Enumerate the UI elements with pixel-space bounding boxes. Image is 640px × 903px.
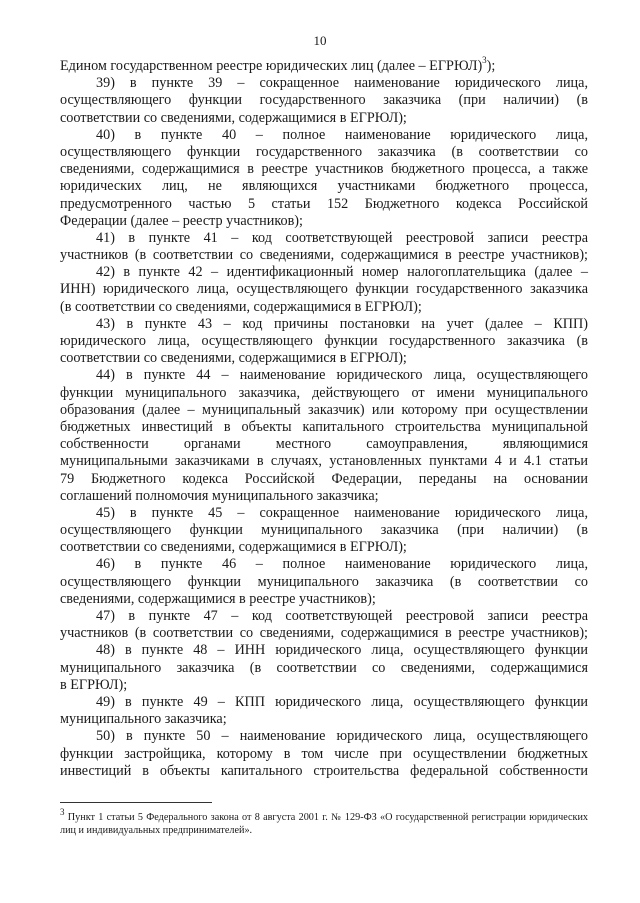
text-line-content: 39) в пункте 39 – сокращенное наименование юридического лица, (96, 75, 588, 92)
text-line (60, 419, 588, 436)
text-line-content: 42) в пункте 42 – идентификационный номер налогоплательщика (далее – (96, 264, 588, 281)
text-line (60, 556, 588, 573)
text-line-content: в ЕГРЮЛ); (60, 676, 128, 693)
text-line-content: 46) в пункте 46 – полное наименование юридического лица, (96, 556, 588, 573)
text-line-content: осуществляющего функции государственного заказчика (при наличии) (в (60, 92, 588, 109)
text-line-content: участников (в соответствии со сведениями, содержащимися в реестре участников); (60, 247, 588, 264)
text-line-content: образования (далее – муниципальный заказчик) или которому при осуществлении (60, 401, 588, 418)
text-line (60, 402, 588, 419)
text-line (60, 333, 588, 350)
text-line-content: 79 Бюджетного кодекса Российской Федерации, переданы на основании (60, 470, 588, 487)
text-line-content: осуществляющего функции муниципального заказчика (в соответствии со (60, 573, 588, 590)
text-line-content: собственности органами местного самоуправления, являющимися (60, 436, 588, 453)
text-line-content: 45) в пункте 45 – сокращенное наименование юридического лица, (96, 504, 588, 521)
text-line (60, 436, 588, 453)
text-line-content: сведениями, содержащимися в реестре участников бюджетного процесса, а также (60, 161, 588, 178)
text-line-content: ИНН) юридического лица, осуществляющего функции государственного заказчика (60, 281, 588, 298)
text-line (60, 539, 588, 556)
footnote-reference: 3 (482, 55, 487, 66)
text-line-content: муниципального заказчика (в соответствии со сведениями, содержащимися (60, 659, 588, 676)
text-line (60, 55, 588, 75)
text-line-content: осуществляющего функции государственного заказчика (в соответствии со (60, 143, 588, 160)
text-line-content: соглашений полномочия муниципального заказчика; (60, 487, 379, 504)
text-line (60, 178, 588, 195)
text-line (60, 230, 588, 247)
text-line-content: 49) в пункте 49 – КПП юридического лица, осуществляющего функции (96, 693, 588, 710)
footnote-line (60, 825, 588, 838)
text-line-content: соответствии со сведениями, содержащимися в ЕГРЮЛ); (60, 109, 407, 126)
text-line-content: Федерации (далее – реестр участников); (60, 212, 303, 229)
text-line (60, 92, 588, 109)
text-line-tail: ); (486, 58, 496, 74)
text-line (60, 350, 588, 367)
page-number: 10 (313, 33, 327, 48)
text-line-content: бюджетных инвестиций в объекты капитального строительства муниципальной (60, 418, 588, 435)
text-line-content: Едином государственном реестре юридических лиц (далее – ЕГРЮЛ) (60, 58, 483, 74)
text-line-content: 40) в пункте 40 – полное наименование юридического лица, (96, 126, 588, 143)
text-line-content: муниципальными заказчиками в случаях, установленных пунктами 4 и 4.1 статьи (60, 453, 588, 470)
text-line-content: участников (в соответствии со сведениями, содержащимися в реестре участников); (60, 625, 588, 642)
text-line (60, 75, 588, 92)
text-line (60, 213, 588, 230)
text-line (60, 247, 588, 264)
text-line-content: функции застройщика, которому в том числе при осуществлении бюджетных (60, 745, 588, 762)
text-line (60, 144, 588, 161)
footnote-marker: 3 (60, 806, 65, 817)
text-line-content: 43) в пункте 43 – код причины постановки на учет (далее – КПП) (96, 315, 588, 332)
text-line (60, 574, 588, 591)
footnote (60, 806, 588, 837)
text-line (60, 316, 588, 333)
text-line-content: соответствии со сведениями, содержащимися в ЕГРЮЛ); (60, 539, 407, 556)
text-line-content: юридических лиц, не являющихся участниками бюджетного процесса, (60, 178, 588, 195)
text-line-content: 41) в пункте 41 – код соответствующей реестровой записи реестра (96, 229, 588, 246)
footnote-separator (60, 802, 212, 803)
text-line-content: 48) в пункте 48 – ИНН юридического лица, осуществляющего функции (96, 642, 588, 659)
text-line (60, 385, 588, 402)
footnote-text: Пункт 1 статьи 5 Федерального закона от 8 августа 2001 г. № 129-ФЗ «О государственной регистрации юридических (67, 812, 588, 823)
text-line-content: предусмотренного частью 5 статьи 152 Бюджетного кодекса Российской (60, 195, 588, 212)
text-line (60, 488, 588, 505)
text-line (60, 453, 588, 470)
footnote-text: лиц и индивидуальных предпринимателей». (60, 824, 253, 836)
text-line (60, 471, 588, 488)
footnote-line (60, 806, 588, 825)
text-line (60, 746, 588, 763)
body-text (60, 55, 588, 780)
text-line-content: инвестиций в объекты капитального строительства федеральной собственности (60, 762, 588, 779)
text-line-content: муниципального заказчика; (60, 711, 227, 728)
text-line (60, 728, 588, 745)
text-line (60, 694, 588, 711)
text-line (60, 367, 588, 384)
text-line (60, 522, 588, 539)
text-line (60, 642, 588, 659)
text-line (60, 281, 588, 298)
text-line (60, 608, 588, 625)
text-line (60, 660, 588, 677)
text-line (60, 264, 588, 281)
text-line-content: функции муниципального заказчика, действующего от имени муниципального (60, 384, 588, 401)
text-line (60, 161, 588, 178)
text-line (60, 110, 588, 127)
text-line-content: юридического лица, осуществляющего функции государственного заказчика (в (60, 333, 588, 349)
text-line (60, 505, 588, 522)
text-line-content: 47) в пункте 47 – код соответствующей реестровой записи реестра (96, 608, 588, 624)
text-line (60, 299, 588, 316)
text-line (60, 127, 588, 144)
text-line-content: соответствии со сведениями, содержащимися в ЕГРЮЛ); (60, 350, 407, 367)
text-line-content: 50) в пункте 50 – наименование юридического лица, осуществляющего (96, 728, 588, 745)
text-line-content: сведениями, содержащимися в реестре участников); (60, 590, 376, 607)
text-line (60, 711, 588, 728)
text-line (60, 763, 588, 780)
text-line-content: (в соответствии со сведениями, содержащимися в ЕГРЮЛ); (60, 298, 422, 315)
text-line (60, 196, 588, 213)
text-line-content: 44) в пункте 44 – наименование юридического лица, осуществляющего (96, 367, 588, 384)
text-line (60, 625, 588, 642)
text-line-content: осуществляющего функции муниципального заказчика (при наличии) (в (60, 522, 588, 539)
text-line (60, 591, 588, 608)
text-line (60, 677, 588, 694)
